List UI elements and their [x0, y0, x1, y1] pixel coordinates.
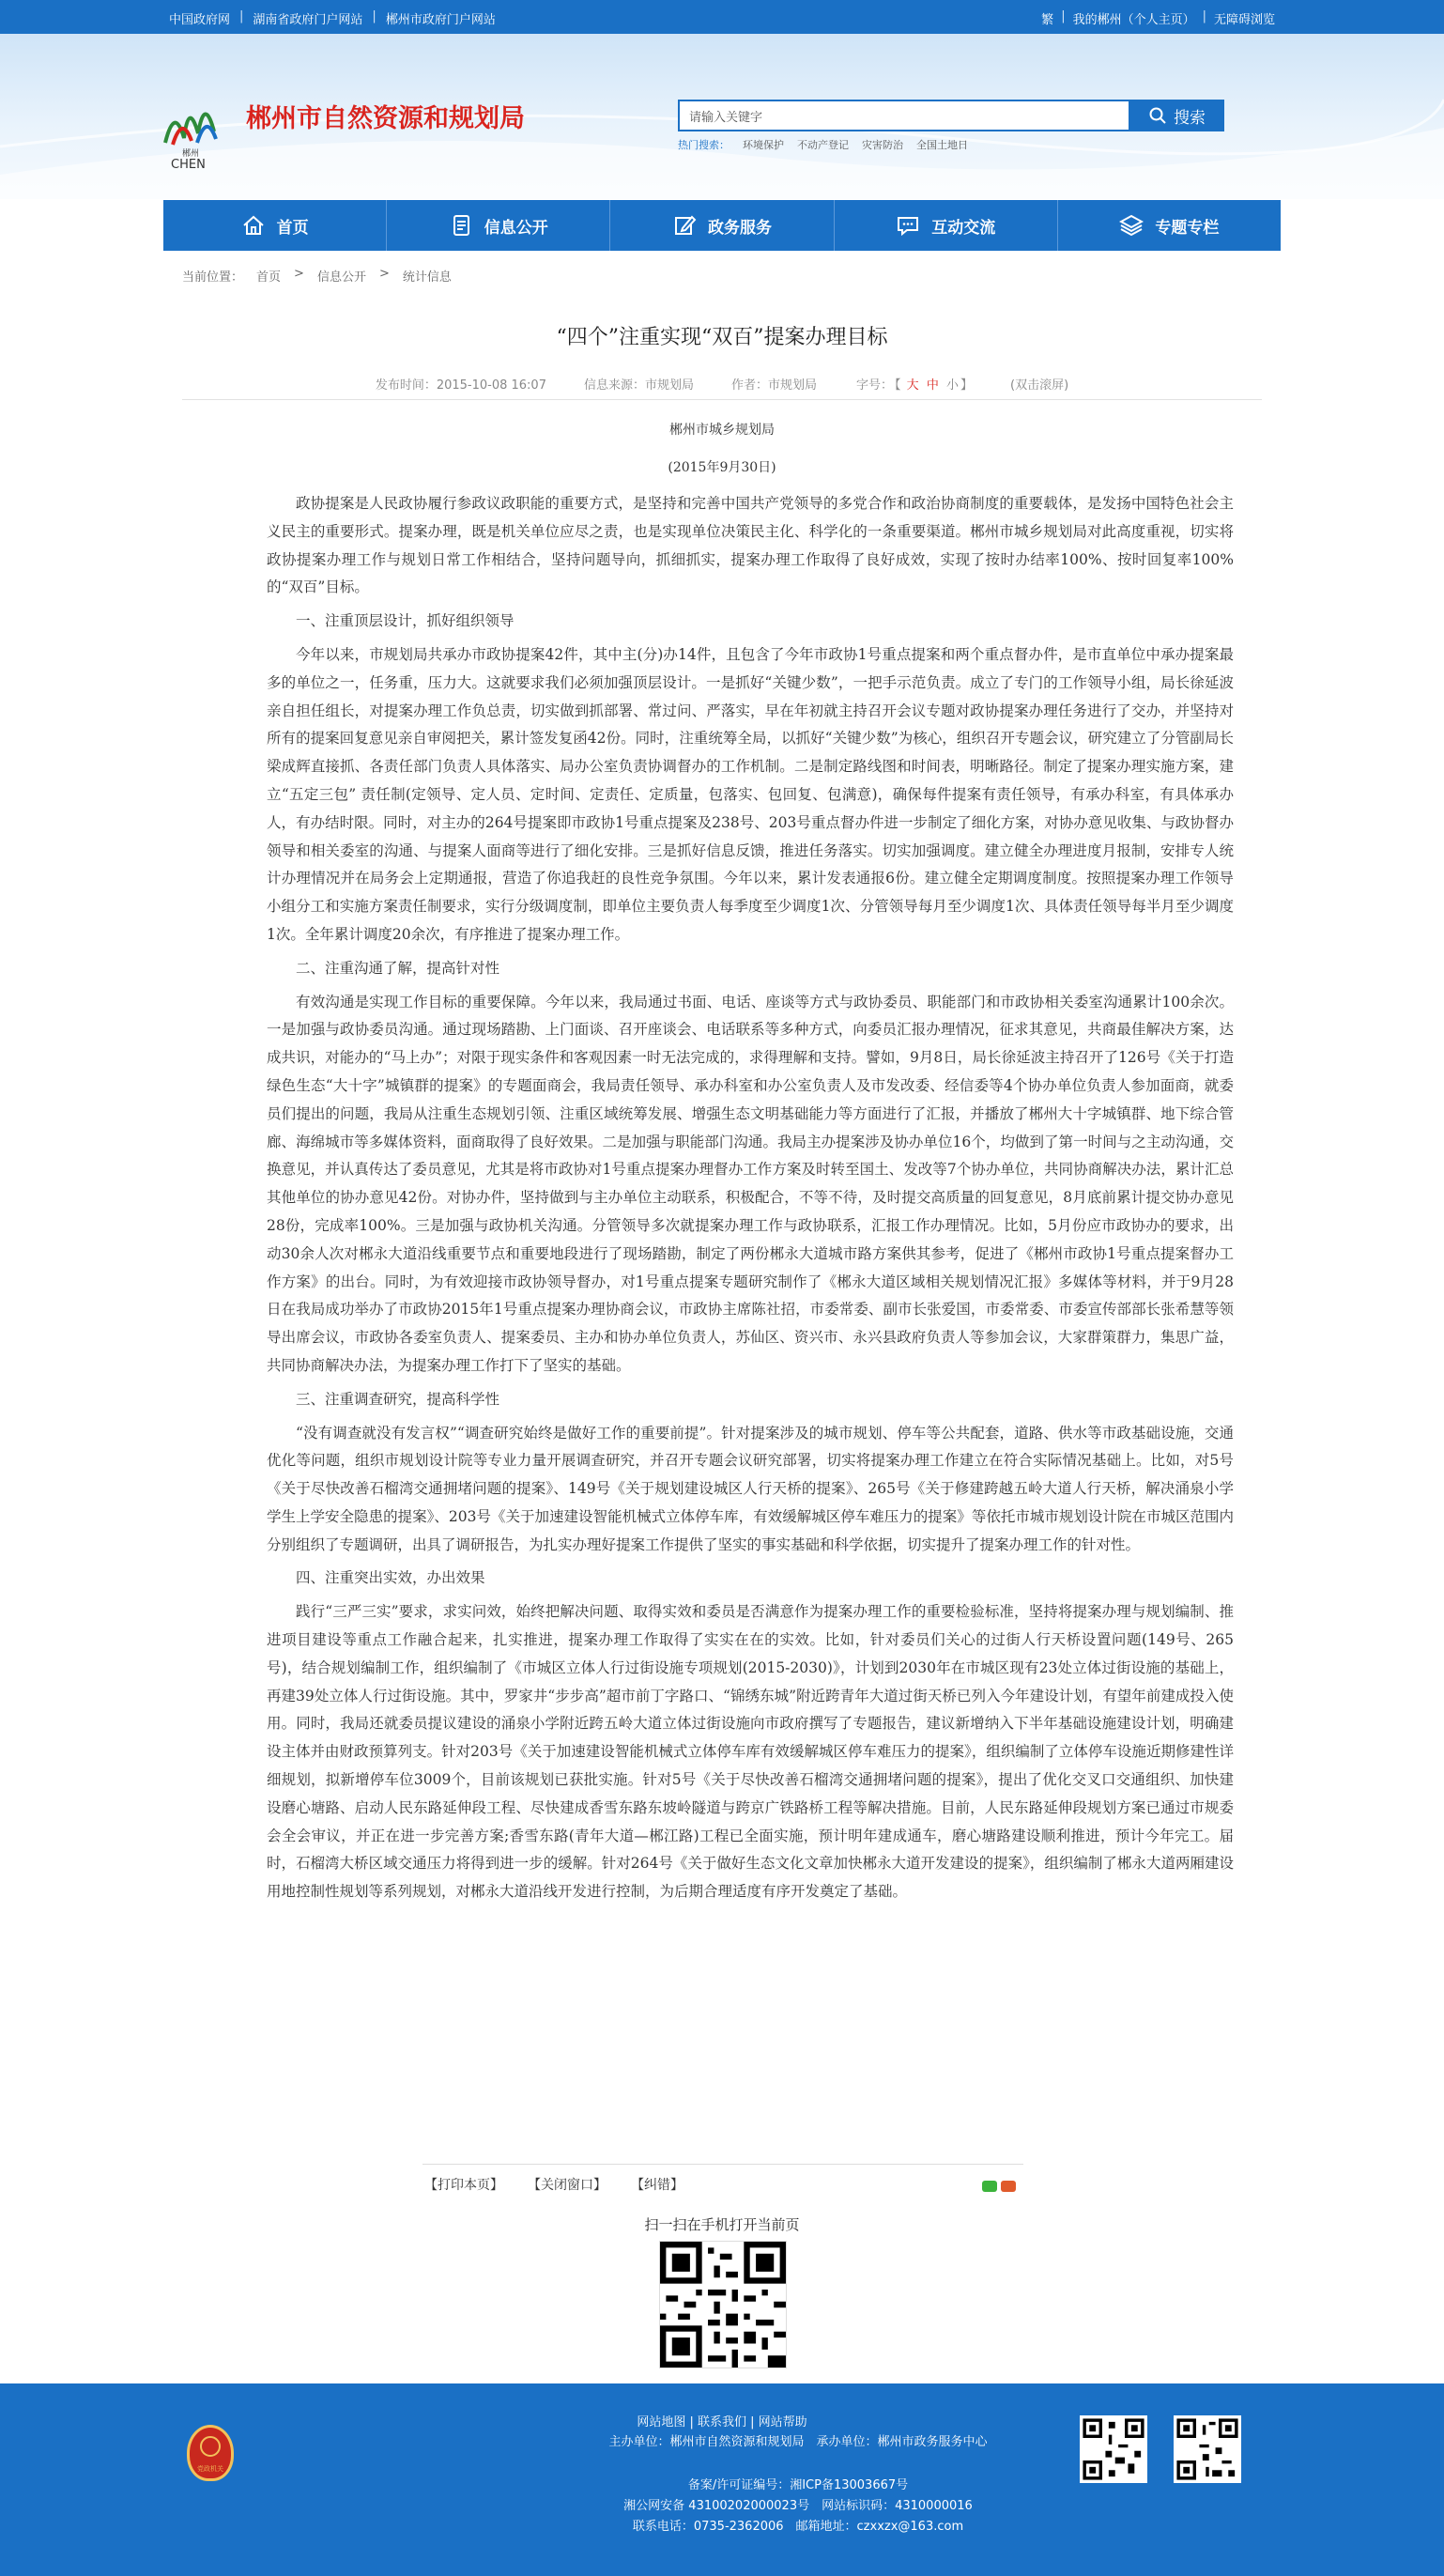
top-right-links: 繁 | 我的郴州（个人主页） | 无障碍浏览 [1041, 9, 1275, 27]
breadcrumb-label: 当前位置： [182, 270, 244, 285]
nav-info-public[interactable] [387, 200, 610, 251]
section-heading: 四、注重突出实效，办出效果 [296, 1569, 485, 1587]
paragraph: 践行“三严三实”要求，求实问效，始终把解决问题、取得实效和委员是否满意作为提案办理工作的重要检验标准，坚持将提案办理与规划编制、推进项目建设等重点工作融合起来，扎实推进，提案办理工作取得了实实在在的实效。比如，针对委员们关心的过街人行天桥设置问题(149号、265号)，结合规划编制工作，组织编制了《市城区立体人行过街设施专项规划(2015-2030)》，计划到2030年在市城区现有23处立体过街设施的基础上，再建39处立体人行过街设施。其中，罗家井“步步高”超市前丁字路口、“锦绣东城”附近跨青年大道过街天桥已列入今年建设计划，有望年前建成投入使用。同时，我局还就委员提议建设的涌泉小学附近跨五岭大道立体过街设施向市政府撰写了专题报告，建议新增纳入下半年基础设施建设计划，明确建设主体并由财政预算列支。针对203号《关于加速建设智能机械式立体停车库有效缓解城区停车难压力的提案》，组织编制了立体停车设施近期修建性详细规划，拟新增停车位3009个，目前该规划已获批实施。针对5号《关于尽快改善石榴湾交通拥堵问题的提案》，提出了优化交叉口交通组织、加快建设磨心塘路、启动人民东路延伸段工程、尽快建成香雪东路东坡岭隧道与跨京广铁路桥工程等解决措施。目前，人民东路延伸段规划方案已通过市规委会全会审议，并正在进一步完善方案;香雪东路(青年大道—郴江路)工程已全面实施，预计明年建成通车，磨心塘路建设顺利推进，预计今年完工。届时，石榴湾大桥区域交通压力将得到进一步的缓解。针对264号《关于做好生态文化文章加快郴永大道开发建设的提案》，组织编制了郴永大道两厢建设用地控制性规划等系列规划，对郴永大道沿线开发进行控制，为后期合理适度有序开发奠定了基础。 [267, 1603, 1234, 1901]
badge-text: 党政机关 [197, 2465, 223, 2473]
info-source: 信息来源：市规划局 [583, 378, 694, 393]
font-large-button[interactable]: 大 [906, 378, 919, 393]
site-footer [0, 2383, 1444, 2576]
footer-links[interactable]: 网站地图 | 联系我们 | 网站帮助 [637, 2415, 807, 2429]
home-icon [241, 213, 266, 238]
search-button-label: 搜索 [1174, 108, 1206, 128]
article-body [267, 490, 1234, 1906]
print-button[interactable]: 【打印本页】 [424, 2178, 503, 2193]
link-hunan-gov[interactable]: 湖南省政府门户网站 [253, 13, 363, 27]
accessibility-link[interactable]: 无障碍浏览 [1213, 13, 1275, 27]
article-actions [424, 2175, 1025, 2194]
paragraph: 有效沟通是实现工作目标的重要保障。今年以来，我局通过书面、电话、座谈等方式与政协委员、职能部门和市政协相关委室沟通累计100余次。一是加强与政协委员沟通。通过现场踏勘、上门面谈、召开座谈会、电话联系等多种方式，向委员汇报办理情况，征求其意见，共商最佳解决方案，达成共识，对能办的“马上办”；对限于现实条件和客观因素一时无法完成的，求得理解和支持。譬如，9月8日，局长徐延波主持召开了126号《关于打造绿色生态“大十字”城镇群的提案》的专题面商会，我局责任领导、承办科室和办公室负责人及市发改委、经信委等4个协办单位负责人参加面商，就委员们提出的问题，我局从注重生态规划引领、注重区域统筹发展、增强生态文明基础能力等方面进行了汇报，并播放了郴州大十字城镇群、地下综合管廊、海绵城市等多媒体资料，面商取得了良好效果。二是加强与职能部门沟通。我局主办提案涉及协办单位16个，均做到了第一时间与之主动沟通，交换意见，并认真传达了委员意见，尤其是将市政协对1号重点提案办理督办工作方案及时转至国土、发改等7个协办单位，共同协商解决办法，累计汇总其他单位的协办意见42份。对协办件，坚持做到与主办单位主动联系，积极配合，不等不待，及时提交高质量的回复意见，8月底前累计提交协办意见28份，完成率100%。三是加强与政协机关沟通。分管领导多次就提案办理工作与政协联系，汇报工作办理情况。比如，5月份应市政协办的要求，出动30余人次对郴永大道沿线重要节点和重要地段进行了现场踏勘，制定了两份郴永大道城市路方案供其参考，促进了《郴州市政协1号重点提案督办工作方案》的出台。同时，为有效迎接市政协领导督办，对1号重点提案专题研究制作了《郴永大道区域相关规划情况汇报》多媒体等材料，并于9月28日在我局成功举办了市政协2015年1号重点提案办理协商会议，市政协主席陈社招，市委常委、副市长张爱国，市委常委、市委宣传部部长张希慧等领导出席会议，市政协各委室负责人、提案委员、主办和协办单位负责人，苏仙区、资兴市、永兴县政府负责人等参加会议，大家群策群力，集思广益，共同协商解决办法，为提案办理工作打下了坚实的基础。 [267, 993, 1234, 1374]
hot-term[interactable]: 灾害防治 [862, 139, 903, 151]
nav-home[interactable] [163, 200, 387, 251]
section-heading: 一、注重顶层设计，抓好组织领导 [296, 612, 515, 630]
traditional-chinese-link[interactable]: 繁 [1041, 13, 1054, 27]
nav-label: 专题专栏 [1155, 218, 1220, 238]
breadcrumb [182, 267, 452, 285]
publish-time: 发布时间：2015-10-08 16:07 [375, 378, 546, 393]
divider [422, 2164, 1023, 2165]
footer-contact: 联系电话：0735-2362006 邮箱地址：czxxzx@163.com [632, 2520, 964, 2534]
hot-search-label: 热门搜索： [678, 139, 730, 151]
nav-label: 政务服务 [708, 218, 772, 238]
search-icon [1149, 107, 1166, 124]
nav-interaction[interactable] [835, 200, 1058, 251]
site-header [0, 34, 1444, 199]
font-medium-button[interactable]: 中 [926, 378, 939, 393]
breadcrumb-separator: > [378, 267, 390, 281]
top-bar [0, 0, 1444, 34]
article-title: “四个”注重实现“双百”提案办理目标 [556, 326, 888, 349]
font-size-label: 字号： [856, 378, 894, 393]
report-error-button[interactable]: 【纠错】 [631, 2178, 684, 2193]
paragraph: 政协提案是人民政协履行参政议政职能的重要方式，是坚持和完善中国共产党领导的多党合作和政治协商制度的重要载体，是发扬中国特色社会主义民主的重要形式。提案办理，既是机关单位应尽之责，也是实现单位决策民主化、科学化的一条重要渠道。郴州市城乡规划局对此高度重视，切实将政协提案办理工作与规划日常工作相结合，坚持问题导向，抓细抓实，提案办理工作取得了良好成效，实现了按时办结率100%、按时回复率100%的“双百”目标。 [267, 495, 1234, 596]
party-gov-badge[interactable] [187, 2425, 234, 2481]
footer-icp[interactable]: 备案/许可证编号：湘ICP备13003667号 [687, 2478, 909, 2492]
author: 作者：市规划局 [731, 378, 818, 393]
article-org: 郴州市城乡规划局 [669, 423, 775, 438]
footer-qr-code [1174, 2415, 1241, 2483]
paragraph: “没有调查就没有发言权”“调查研究始终是做好工作的重要前提”。针对提案涉及的城市规划、停车等公共配套，道路、供水等市政基础设施，交通优化等问题，组织市规划设计院等专业力量开展调查研究，并召开专题会议研究部署，切实将提案办理工作建立在符合实际情况基础上。比如，对5号《关于尽快改善石榴湾交通拥堵问题的提案》、149号《关于规划建设城区人行天桥的提案》、265号《关于修建跨越五岭大道人行天桥，解决涌泉小学学生上学安全隐患的提案》、203号《关于加速建设智能机械式立体停车库，有效缓解城区停车难压力的提案》等依托市城市规划设计院在市城区范围内分别组织了专题调研，出具了调研报告，为扎实办理好提案工作提供了坚实的事实基础和科学依据，切实提升了提案办理工作的针对性。 [267, 1424, 1234, 1553]
scan-prompt: 扫一扫在手机打开当前页 [644, 2216, 800, 2233]
main-nav [163, 200, 1281, 251]
dblclick-scroll-hint: (双击滚屏) [1010, 378, 1069, 393]
breadcrumb-separator: > [294, 267, 304, 281]
footer-police[interactable]: 湘公网安备 43100202000023号 网站标识码：4310000016 [623, 2499, 973, 2513]
hot-term[interactable]: 全国土地日 [916, 139, 968, 151]
breadcrumb-info-public[interactable]: 信息公开 [316, 270, 366, 285]
site-title: 郴州市自然资源和规划局 [246, 104, 525, 133]
font-small-button[interactable]: 小 [945, 378, 959, 393]
layers-icon [1119, 213, 1144, 238]
section-heading: 二、注重沟通了解，提高针对性 [296, 959, 500, 977]
edit-icon [672, 213, 697, 238]
link-chenzhou-gov[interactable]: 郴州市政府门户网站 [385, 13, 496, 27]
font-size-control: 字号： 【 大 中 小 】 [856, 378, 974, 393]
breadcrumb-home[interactable]: 首页 [256, 270, 282, 285]
search-input[interactable] [680, 101, 1129, 130]
link-gov-cn[interactable]: 中国政府网 [169, 13, 231, 27]
article-date: (2015年9月30日) [668, 460, 776, 475]
hot-term[interactable]: 不动产登记 [797, 139, 849, 151]
site-logo[interactable] [156, 86, 237, 171]
hot-search [678, 137, 968, 152]
chat-icon [896, 213, 920, 238]
footer-qr-code [1080, 2415, 1147, 2483]
qr-code [659, 2241, 787, 2368]
hot-term[interactable]: 环境保护 [743, 139, 784, 151]
nav-gov-service[interactable] [610, 200, 834, 251]
footer-host: 主办单位：郴州市自然资源和规划局 承办单位：郴州市政务服务中心 [608, 2435, 988, 2449]
logo-text: 郴州 [182, 149, 200, 159]
divider [182, 399, 1262, 400]
document-icon [449, 213, 473, 238]
nav-label: 信息公开 [484, 218, 548, 238]
close-window-button[interactable]: 【关闭窗口】 [528, 2178, 607, 2193]
search-button[interactable] [1130, 100, 1224, 131]
nav-label: 首页 [276, 218, 309, 238]
wechat-share-icon[interactable] [982, 2181, 997, 2192]
top-links: 中国政府网 | 湖南省政府门户网站 | 郴州市政府门户网站 [169, 9, 496, 27]
nav-special-topics[interactable] [1058, 200, 1281, 251]
my-chenzhou-link[interactable]: 我的郴州（个人主页） [1072, 13, 1195, 27]
logo-en-text: CHEN [171, 158, 206, 171]
paragraph: 今年以来，市规划局共承办市政协提案42件，其中主(分)办14件，且包含了今年市政协1号重点提案和两个重点督办件，是市直单位中承办提案最多的单位之一，任务重，压力大。这就要求我们必须加强顶层设计。一是抓好“关键少数”，一把手示范负责。成立了专门的工作领导小组，局长徐延波亲自担任组长，对提案办理工作负总责，切实做到抓部署、常过问、严落实，早在年初就主持召开会议专题对政协提案办理任务进行了交办，并坚持对所有的提案回复意见亲自审阅把关，累计签发复函42份。同时，注重统筹全局，以抓好“关键少数”为核心，组织召开专题会议，研究建立了分管副局长梁成辉直接抓、各责任部门负责人具体落实、局办公室负责协调督办的工作机制。二是制定路线图和时间表，明晰路径。制定了提案办理实施方案，建立“五定三包” 责任制(定领导、定人员、定时间、定责任、定质量，包落实、包回复、包满意)，确保每件提案有责任领导，有承办科室，有具体承办人，有办结时限。同时，对主办的264号提案即市政协1号重点提案及238号、203号重点督办件进一步制定了细化方案，对协办意见收集、与政协督办领导和相关委室的沟通、与提案人面商等进行了细化安排。三是抓好信息反馈，推进任务落实。切实加强调度。建立健全办理进度月报制，安排专人统计办理情况并在局务会上定期通报，营造了你追我赶的良性竞争氛围。今年以来，累计发表通报6份。建立健全定期调度制度。按照提案办理工作领导小组分工和实施方案责任制要求，实行分级调度制，即单位主要负责人每季度至少调度1次、分管领导每月至少调度1次、具体责任领导每半月至少调度1次。全年累计调度20余次，有序推进了提案办理工作。 [267, 645, 1234, 943]
weibo-share-icon[interactable] [1001, 2181, 1016, 2192]
nav-label: 互动交流 [931, 218, 996, 238]
search-box [678, 100, 1130, 131]
breadcrumb-statistics[interactable]: 统计信息 [402, 270, 452, 285]
share-icons [982, 2181, 1016, 2192]
section-heading: 三、注重调查研究，提高科学性 [296, 1390, 500, 1408]
article-meta [163, 375, 1281, 393]
